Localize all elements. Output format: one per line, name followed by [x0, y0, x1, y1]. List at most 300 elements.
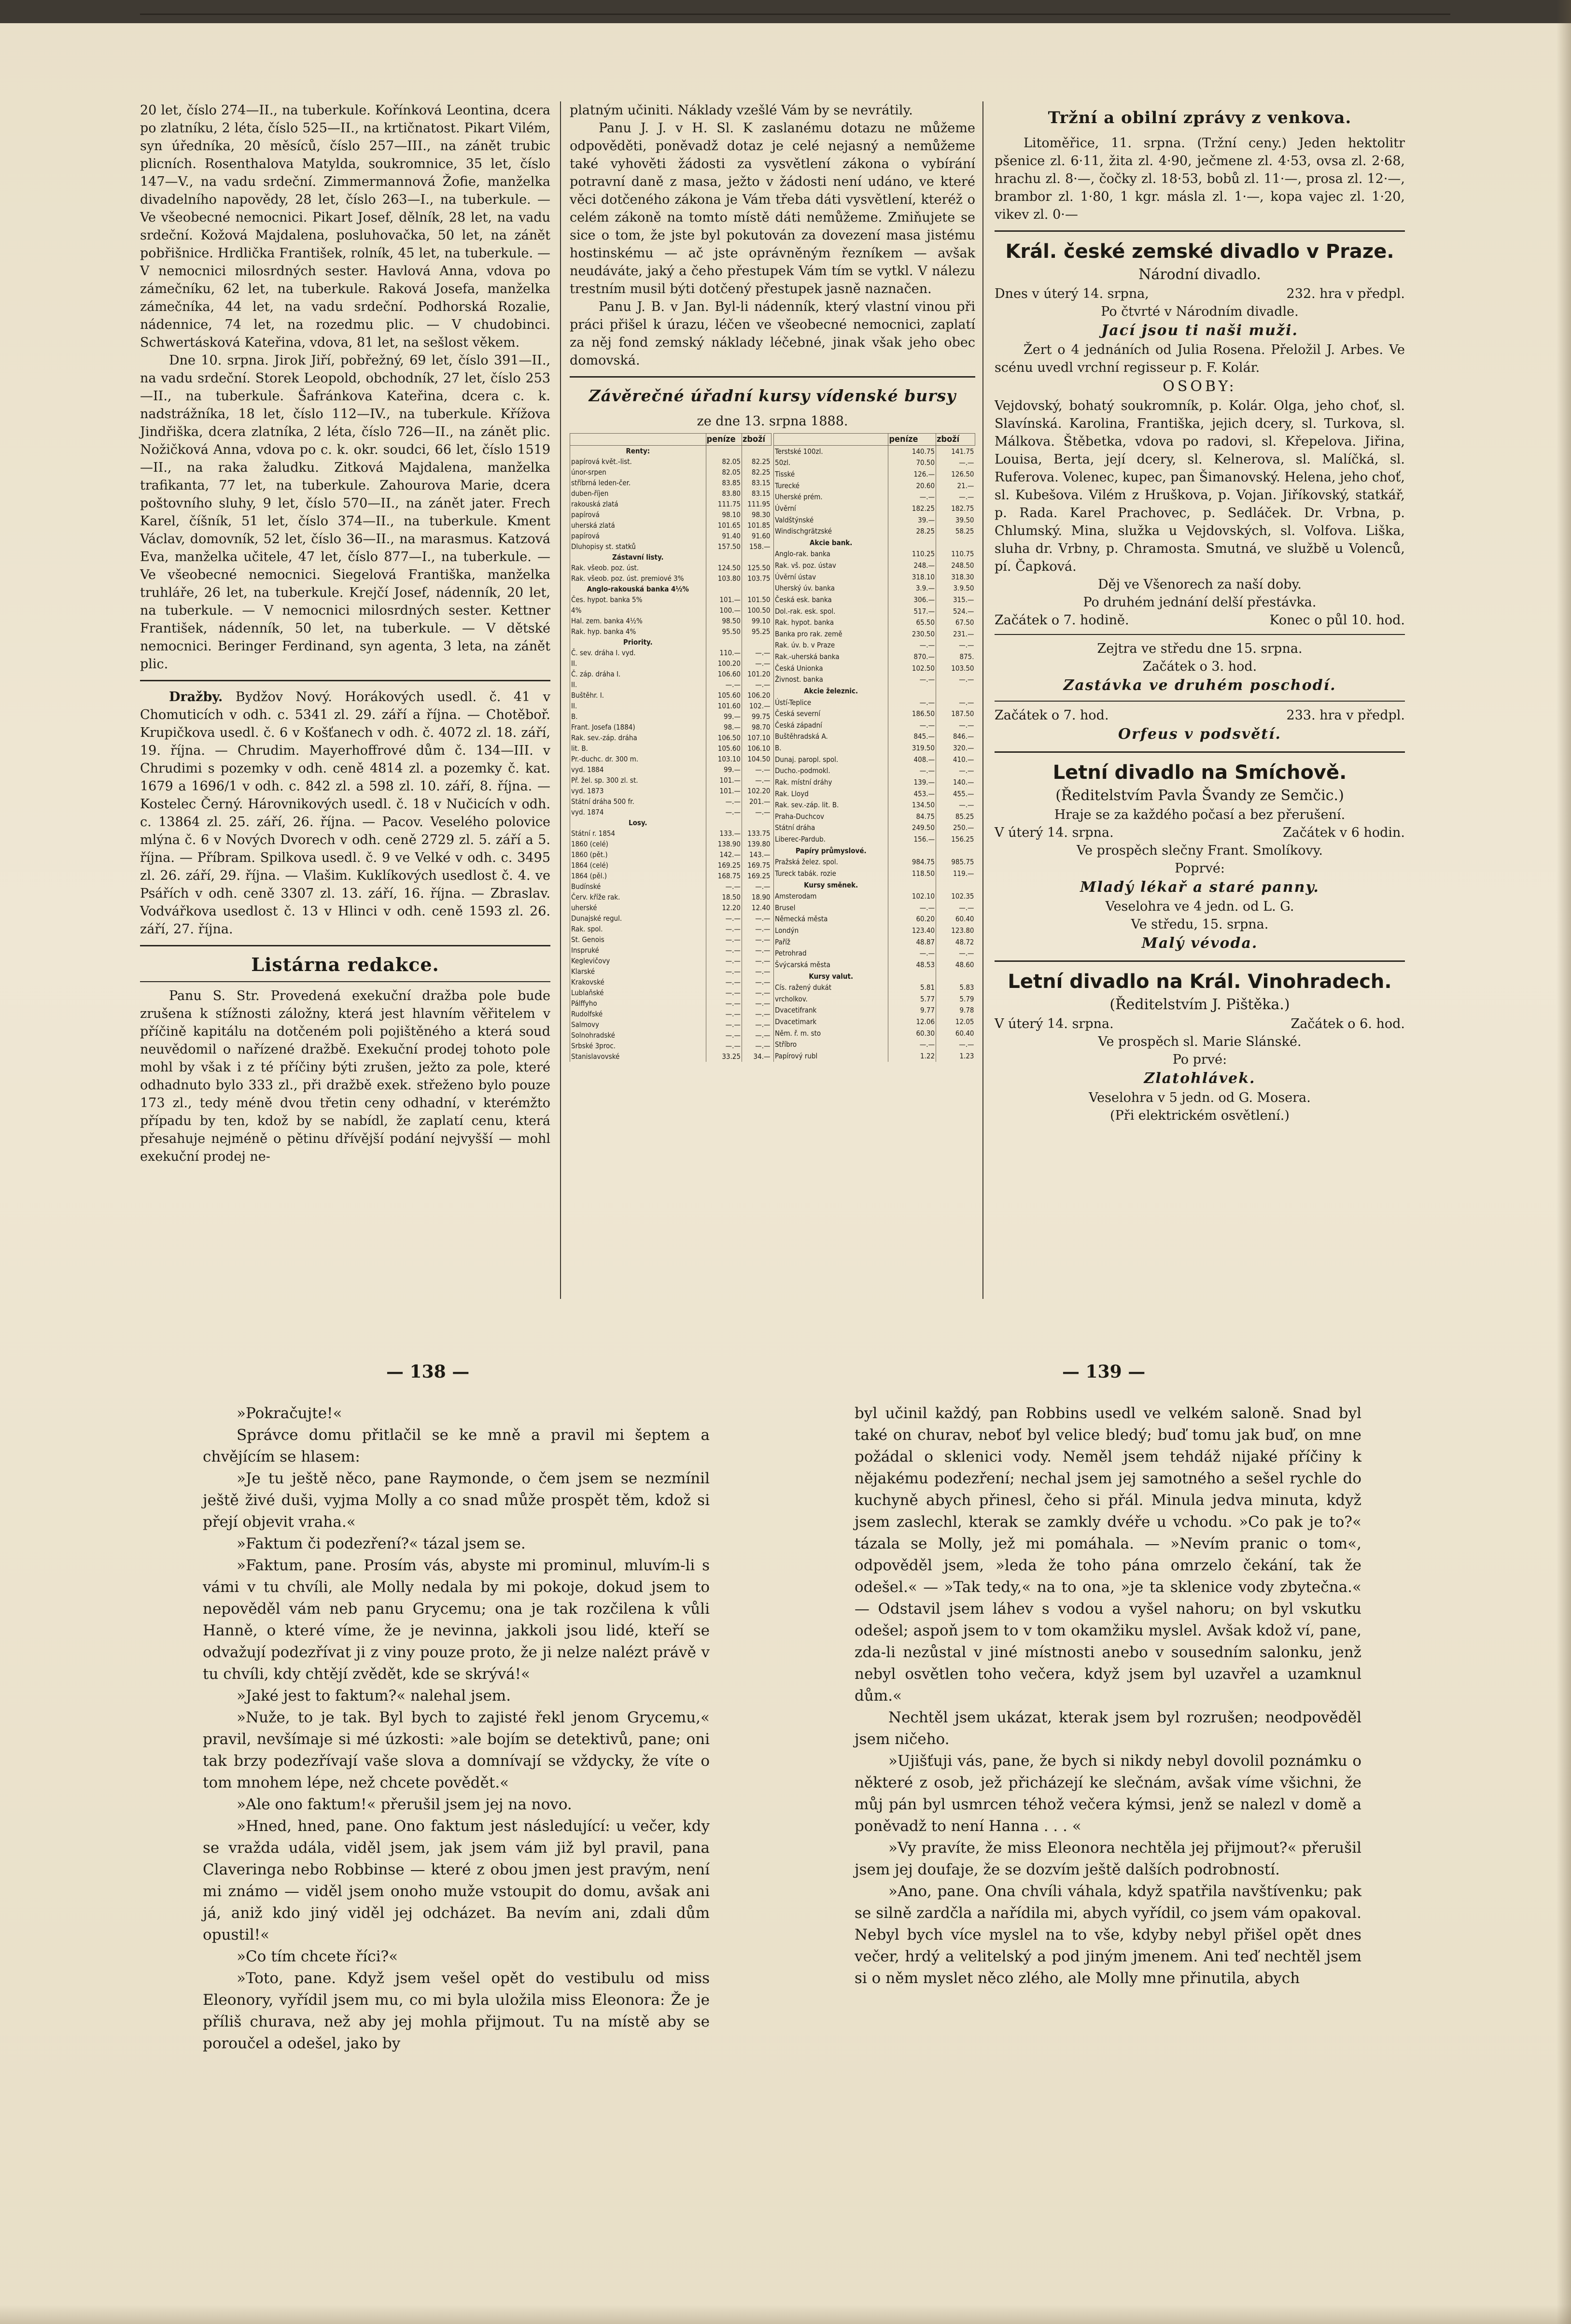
rate-goods: 102.20: [742, 786, 771, 796]
rate-goods: 141.75: [936, 446, 975, 457]
rate-row: [774, 890, 975, 902]
rate-name: 1860 (celé): [570, 839, 706, 849]
rate-row: [774, 640, 975, 651]
rate-goods: —.—: [742, 998, 771, 1009]
rate-goods: 91.60: [742, 531, 771, 541]
novel-paragraph: Správce domu přitlačil se ke mně a pravil mi šeptem a chvějícím se hlasem:: [203, 1426, 710, 1465]
rate-goods: [936, 537, 975, 549]
smichov-note: Hraje se za každého počasí a bez přerušení.: [1054, 807, 1346, 822]
rate-money: [888, 971, 936, 982]
rate-name: Windischgrätzské: [774, 525, 888, 537]
rate-row: [570, 584, 771, 594]
rate-money: 318.10: [888, 571, 936, 583]
rate-row: [774, 492, 975, 503]
rate-name: Rak. Lloyd: [774, 788, 888, 800]
rate-row: [774, 731, 975, 743]
rate-goods: —.—: [742, 913, 771, 924]
rate-money: —.—: [706, 796, 742, 807]
rate-goods: 182.75: [936, 503, 975, 514]
rate-name: Př. žel. sp. 300 zl. st.: [570, 775, 706, 786]
rate-row: [774, 571, 975, 583]
smichov-benefit: Ve prospěch slečny Frant. Smolíkovy.: [1077, 843, 1323, 858]
rate-name: Srbské 3proc.: [570, 1041, 706, 1051]
play-title: Zastávka ve druhém poschodí.: [1063, 677, 1336, 694]
rate-name: Dvacetimark: [774, 1016, 888, 1028]
rate-name: Klarské: [570, 966, 706, 977]
rate-name: rakouská zlatá: [570, 499, 706, 509]
start-time: Začátek o 7. hod.: [995, 708, 1109, 723]
rate-row: [570, 531, 771, 541]
rate-row: [774, 662, 975, 674]
divider: [570, 376, 975, 378]
rate-row: [570, 637, 771, 648]
rate-money: [888, 685, 936, 697]
rate-row: [570, 849, 771, 860]
rate-row: [774, 446, 975, 457]
rate-goods: —.—: [936, 640, 975, 651]
rate-row: [570, 754, 771, 764]
rate-row: [570, 828, 771, 839]
rate-name: Papíry průmyslové.: [774, 845, 888, 857]
rate-row: [570, 786, 771, 796]
rate-row: [774, 948, 975, 959]
rate-name: Dluhopisy st. statků: [570, 541, 706, 552]
rate-money: 168.75: [706, 871, 742, 881]
column-middle: [570, 101, 975, 1062]
rate-row: [570, 871, 771, 881]
rate-row: [774, 697, 975, 708]
rate-row: [570, 648, 771, 658]
rate-row: [774, 742, 975, 754]
answer-jj: Panu J. J. v H. Sl. K zaslanému dotazu ne můžeme odpověděti, poněvadž dotaz je celé nejasný a nemůžeme také vyhověti žádosti za vysvětlení zákona o vybírání potravní daně z masa, ježto v žádosti není udáno, ve které věci dotčeného zákona je Vám třeba dáti vysvětlení, kteréž o celém zákoně na tomto místě dáti nemůžeme. Zmiňujete se sice o tom, že jste byl pokutován za dovezení masa jistému hostinskému — ač jste oprávněným řezníkem — avšak neudáváte, jaký a čeho přestupek Vám tím se vytkl. V nálezu trestním musil býti dotčený přestupek jasně naznačen.: [570, 121, 975, 296]
rate-goods: 455.—: [936, 788, 975, 800]
kursy-date: ze dne 13. srpna 1888.: [697, 414, 848, 429]
rate-row: [570, 998, 771, 1009]
column-right: [995, 101, 1405, 1125]
rate-money: —.—: [888, 640, 936, 651]
rate-goods: —.—: [742, 1009, 771, 1019]
rate-money: 102.50: [888, 662, 936, 674]
rate-goods: 110.75: [936, 549, 975, 560]
rate-money: 98.50: [706, 616, 742, 626]
rate-money: —.—: [706, 945, 742, 956]
rate-row: [570, 1051, 771, 1062]
rate-row: [570, 679, 771, 690]
rate-row: [774, 674, 975, 686]
divider: [995, 230, 1405, 232]
rate-row: [570, 892, 771, 902]
rate-name: Rudolfské: [570, 1009, 706, 1019]
osoby-title: OSOBY:: [1163, 378, 1237, 395]
rate-goods: 18.90: [742, 892, 771, 902]
divider: [140, 981, 550, 982]
rate-goods: 12.05: [936, 1016, 975, 1028]
rate-money: 84.75: [888, 811, 936, 822]
rate-money: 99.—: [706, 764, 742, 775]
header-rule: [140, 3, 1450, 15]
rate-money: 845.—: [888, 731, 936, 743]
rate-name: Rak. místní dráhy: [774, 776, 888, 788]
rate-name: Dvacetifrank: [774, 1005, 888, 1016]
novel-paragraph: »Ale ono faktum!« přerušil jsem jej na novo.: [237, 1796, 572, 1813]
rate-name: Dunajské regul.: [570, 913, 706, 924]
rate-name: Rak. hyp. banka 4%: [570, 626, 706, 637]
rate-money: 99.—: [706, 711, 742, 722]
rate-name: B.: [774, 742, 888, 754]
rate-row: [570, 966, 771, 977]
rate-money: 186.50: [888, 708, 936, 719]
rate-goods: —.—: [742, 945, 771, 956]
rate-row: [774, 685, 975, 697]
rate-goods: 98.30: [742, 509, 771, 520]
rate-money: —.—: [706, 1019, 742, 1030]
novel-paragraph: »Nuže, to je tak. Byl bych to zajisté řekl jenom Grycemu,« pravil, nevšímaje si mé úzkosti: »ale bojím se detektivů, pane; oni tak brzy podezřívají vaše slova a domnívají se vždycky, že víte o tom mnohem lépe, než chcete povědět.«: [203, 1709, 710, 1791]
rate-money: 5.77: [888, 993, 936, 1005]
rate-money: 138.90: [706, 839, 742, 849]
divider: [995, 701, 1405, 702]
rate-money: —.—: [706, 1041, 742, 1051]
rate-name: Živnost. banka: [774, 674, 888, 686]
smichov-start: Začátek v 6 hodin.: [1283, 825, 1405, 840]
rate-row: [570, 701, 771, 711]
rate-goods: —.—: [936, 492, 975, 503]
rate-goods: 60.40: [936, 1028, 975, 1039]
rate-money: 230.50: [888, 628, 936, 640]
rate-money: 101.—: [706, 594, 742, 605]
rate-money: 111.75: [706, 499, 742, 509]
novel-paragraph: »Jaké jest to faktum?« nalehal jsem.: [237, 1687, 511, 1704]
rate-name: Cís. ražený dukát: [774, 982, 888, 993]
rate-row: [774, 788, 975, 800]
rate-goods: —.—: [936, 765, 975, 777]
rate-name: Zástavní listy.: [570, 552, 706, 563]
rate-money: —.—: [706, 1030, 742, 1041]
novel-paragraph: »Vy pravíte, že miss Eleonora nechtěla jej přijmout?« přerušil jsem jej doufaje, že se dozvím ještě dalších podrobností.: [855, 1839, 1361, 1878]
rate-name: Č. záp. dráha I.: [570, 669, 706, 679]
vin-premiere: Po prvé:: [1172, 1052, 1227, 1067]
rate-goods: 106.10: [742, 743, 771, 754]
rate-goods: 5.79: [936, 993, 975, 1005]
rate-name: Státní dráha 500 fr.: [570, 796, 706, 807]
play-title: Malý vévoda.: [1141, 935, 1258, 952]
rates-table-right: [773, 433, 975, 1062]
rate-name: uherské: [570, 902, 706, 913]
rate-name: Rak. úv. b. v Praze: [774, 640, 888, 651]
rate-row: [774, 1005, 975, 1016]
rate-row: [570, 860, 771, 871]
rate-row: [774, 1016, 975, 1028]
rate-money: 140.75: [888, 446, 936, 457]
rate-money: [706, 446, 742, 457]
rate-row: [570, 456, 771, 467]
rate-row: [774, 993, 975, 1005]
rate-goods: 315.—: [936, 594, 975, 606]
rate-money: 408.—: [888, 754, 936, 765]
rate-money: 1.22: [888, 1050, 936, 1062]
rate-name: Priority.: [570, 637, 706, 648]
rate-name: St. Genois: [570, 934, 706, 945]
rate-name: Úvěrní ústav: [774, 571, 888, 583]
rate-money: 102.10: [888, 890, 936, 902]
rate-money: 319.50: [888, 742, 936, 754]
listarna-text: Panu S. Str. Provedená exekuční dražba pole bude zrušena k stížnosti záložny, která jest hlavním věřitelem v příčině kapitálu na dotčeném poli pojištěného a která soud neuvědomil o nařízené dražbě. Exekuční prodej tohoto pole mohl by však i z té příčiny býti zrušen, ježto za pole, které odhadnuto bylo 333 zl., při dražbě exek. střeženo bylo pouze 173 zl., tedy méně dvou třetin ceny odhadní, v kterémžto případu by ten, kdož by se nabídl, že zaplatí cenu, která přesahuje nejméně o pětinu dřívější podání nejvyšší — mohl exekuční prodej ne-: [140, 988, 550, 1164]
rate-money: 100.20: [706, 658, 742, 669]
rate-row: [774, 879, 975, 891]
smichov-title: Letní divadlo na Smíchově.: [1052, 761, 1347, 784]
play-title: Zlatohlávek.: [1144, 1070, 1256, 1087]
drazby-title: Dražby.: [169, 690, 223, 704]
rate-name: únor-srpen: [570, 467, 706, 478]
rate-name: vrcholkov.: [774, 993, 888, 1005]
rate-name: Papírový rubl: [774, 1050, 888, 1062]
rate-name: Dunaj. paropl. spol.: [774, 754, 888, 765]
rate-goods: 140.—: [936, 776, 975, 788]
rate-name: Renty:: [570, 446, 706, 457]
rate-name: Akcie bank.: [774, 537, 888, 549]
rate-money: 101.—: [706, 786, 742, 796]
rate-money: 9.77: [888, 1005, 936, 1016]
rate-money: —.—: [706, 998, 742, 1009]
rate-name: Inspruké: [570, 945, 706, 956]
rate-name: Paříž: [774, 936, 888, 948]
play-description: Žert o 4 jednáních od Julia Rosena. Přeložil J. Arbes. Ve scénu uvedl vrchní regisseur p. F. Kolár.: [995, 342, 1405, 375]
page-number-right: — 139 —: [1062, 1362, 1146, 1382]
rate-goods: 169.25: [742, 871, 771, 881]
rate-name: Londýn: [774, 925, 888, 936]
rate-money: [706, 817, 742, 828]
rate-row: [774, 1028, 975, 1039]
rate-row: [570, 605, 771, 616]
rate-name: Turecké: [774, 480, 888, 492]
rate-goods: —.—: [742, 1019, 771, 1030]
rate-name: Buštěhr. I.: [570, 690, 706, 701]
rate-row: [570, 945, 771, 956]
rate-goods: —.—: [936, 948, 975, 959]
rate-row: [570, 573, 771, 584]
rates-table-left: [570, 433, 771, 1062]
rate-goods: 104.50: [742, 754, 771, 764]
rate-money: 65.50: [888, 617, 936, 628]
rate-row: [774, 457, 975, 469]
novel-paragraph: byl učinil každý, pan Robbins usedl ve velkém saloně. Snad byl také on churav, neboť byl velice bledý; buď tomu jak buď, on mne požádal o sklenici vody. Neměl jsem tehdáž nijaké příčiny k nějakému podezření; nechal jsem jej samotného a sešel rychle do kuchyně abych přinesl, čeho si přál. Minula jedva minuta, když jsem zaslechl, kterak se zamkly dvéře u vchodu. »Co pak je to?« tázala se Molly, jež mi pomáhala. — »Nevím pranic o tom«, odpověděl jsem, »leda že toho pána omrzelo čekání, tak že odešel.« — »Tak tedy,« na to ona, »je ta sklenice vody zbytečna.« — Odstavil jsem láhev s vodou a vyšel nahoru; on byl vskutku odešel; aspoň jsem to v tom okamžiku myslel. Avšak kdož ví, pane, zda-li nezůstal v jiné místnosti anebo v sousedním salonku, jenž nebyl osvětlen toho večera, když jsem byl uzavřel a uzamknul dům.«: [855, 1405, 1361, 1704]
rate-money: 106.60: [706, 669, 742, 679]
rate-name: II.: [570, 658, 706, 669]
rate-row: [570, 743, 771, 754]
rate-money: 306.—: [888, 594, 936, 606]
rate-goods: —.—: [936, 1039, 975, 1051]
rate-goods: 1.23: [936, 1050, 975, 1062]
rate-goods: 231.—: [936, 628, 975, 640]
rate-money: 3.9.—: [888, 583, 936, 594]
rate-goods: 3.9.50: [936, 583, 975, 594]
rate-goods: 410.—: [936, 754, 975, 765]
rate-money: 82.05: [706, 467, 742, 478]
rate-name: vyd. 1874: [570, 807, 706, 817]
rate-money: —.—: [706, 956, 742, 966]
rate-money: 70.50: [888, 457, 936, 469]
rate-goods: —.—: [742, 924, 771, 934]
rate-money: 182.25: [888, 503, 936, 514]
rate-money: 870.—: [888, 651, 936, 662]
rate-goods: 156.25: [936, 833, 975, 845]
rate-goods: 100.50: [742, 605, 771, 616]
rate-goods: —.—: [742, 1030, 771, 1041]
rate-row: [570, 499, 771, 509]
rate-row: [774, 925, 975, 936]
rate-goods: —.—: [742, 764, 771, 775]
rate-name: Rak.-uherská banka: [774, 651, 888, 662]
column-separator: [560, 101, 561, 1299]
rate-money: 100.—: [706, 605, 742, 616]
rate-row: [774, 868, 975, 879]
rate-money: —.—: [888, 674, 936, 686]
rate-goods: [742, 584, 771, 594]
rate-goods: —.—: [742, 648, 771, 658]
rate-name: Tureck tabák. rozie: [774, 868, 888, 879]
rate-name: Banka pro rak. země: [774, 628, 888, 640]
rate-money: 103.10: [706, 754, 742, 764]
rate-money: 12.20: [706, 902, 742, 913]
rate-name: Valdštýnské: [774, 514, 888, 526]
rate-money: 48.87: [888, 936, 936, 948]
novel-paragraph: »Toto, pane. Když jsem vešel opět do vestibulu od miss Eleonory, vyřídil jsem mu, co mi byla uložila miss Eleonora: Že je příliš churava, než aby jej mohla přijmout. Tu na místě aby se poroučel a odešel, jako by: [203, 1970, 710, 2052]
rate-row: [570, 796, 771, 807]
rate-goods: 82.25: [742, 456, 771, 467]
rate-name: Rak. hypot. banka: [774, 617, 888, 628]
rate-row: [774, 594, 975, 606]
answer-jb: Panu J. B. v Jan. Byl-li nádenník, který vlastní vinou při práci přišel k úrazu, léčen ve všeobecné nemocnici, zaplatí za něj fond zemský náklady léčebné, jinak však jeho obec domovská.: [570, 299, 975, 368]
rate-goods: 101.20: [742, 669, 771, 679]
rate-money: 82.05: [706, 456, 742, 467]
rate-name: Česká Unionka: [774, 662, 888, 674]
rate-row: [774, 776, 975, 788]
rate-row: [570, 902, 771, 913]
rate-money: —.—: [706, 807, 742, 817]
rate-name: Kursy valut.: [774, 971, 888, 982]
rate-name: Ducho.-podmokl.: [774, 765, 888, 777]
novel-paragraph: »Ujišťuji vás, pane, že bych si nikdy nebyl dovolil poznámku o některé z osob, jež přicházejí ke slečnám, avšak víme všichni, že můj pán byl usmrcen téhož večera kýmsi, jenž se nalezl v domě a poněvadž to není Hanna . . . «: [855, 1752, 1361, 1835]
rate-row: [570, 934, 771, 945]
rate-name: Rak. sev.-záp. lit. B.: [774, 799, 888, 811]
rate-goods: [742, 817, 771, 828]
rate-row: [774, 651, 975, 662]
rate-row: [570, 594, 771, 605]
rate-name: stříbrná leden-čer.: [570, 478, 706, 488]
rate-row: [570, 913, 771, 924]
rate-goods: 103.50: [936, 662, 975, 674]
rate-name: Buštěhradská A.: [774, 731, 888, 743]
rate-money: 91.40: [706, 531, 742, 541]
rate-goods: 111.95: [742, 499, 771, 509]
rate-money: 248.—: [888, 560, 936, 571]
rate-name: Švýcarská města: [774, 959, 888, 971]
rate-name: Rak. sev.-záp. dráha: [570, 732, 706, 743]
smichov-next: Ve středu, 15. srpna.: [1131, 917, 1269, 932]
rate-goods: 101.50: [742, 594, 771, 605]
rate-goods: 123.80: [936, 925, 975, 936]
rate-money: 103.80: [706, 573, 742, 584]
rate-goods: 102.35: [936, 890, 975, 902]
rate-row: [570, 467, 771, 478]
rate-row: [570, 881, 771, 892]
rate-goods: 5.83: [936, 982, 975, 993]
rate-money: [888, 537, 936, 549]
rate-money: 110.25: [888, 549, 936, 560]
rate-money: [706, 552, 742, 563]
rate-row: [774, 902, 975, 914]
rate-row: [570, 924, 771, 934]
rate-name: 50zl.: [774, 457, 888, 469]
rate-goods: 187.50: [936, 708, 975, 719]
rate-row: [774, 754, 975, 765]
rate-name: Uherské prém.: [774, 492, 888, 503]
rate-name: Státní r. 1854: [570, 828, 706, 839]
play-title: Mladý lékař a staré panny.: [1080, 879, 1319, 896]
rate-money: 60.20: [888, 914, 936, 925]
rate-goods: 99.75: [742, 711, 771, 722]
rate-goods: 201.—: [742, 796, 771, 807]
rate-goods: 21.—: [936, 480, 975, 492]
rate-money: 101.60: [706, 701, 742, 711]
novel-paragraph: »Faktum, pane. Prosím vás, abyste mi prominul, mluvím-li s vámi v tu chvíli, ale Molly nedala by mi pokoje, dokud jsem to nepověděl vám neb panu Grycemu; ona je tak rozčilena k vůli Hanně, o které víme, že je nevinna, jakkoli jsou lidé, kteří se odvažují podezřívat ji z viny pouze proto, že ji nelze nalézt právě v tu chvíli, kdy chtějí zvědět, kde se skrývá!«: [203, 1557, 710, 1683]
rate-name: lit. B.: [570, 743, 706, 754]
rate-money: —.—: [706, 977, 742, 987]
rate-goods: —.—: [936, 457, 975, 469]
rate-money: 83.80: [706, 488, 742, 499]
rate-money: 98.—: [706, 722, 742, 732]
smichov-genre: Veselohra ve 4 jedn. od L. G.: [1105, 899, 1294, 914]
rate-goods: —.—: [936, 719, 975, 731]
rate-goods: 524.—: [936, 606, 975, 617]
rate-money: —.—: [888, 765, 936, 777]
rate-goods: 102.—: [742, 701, 771, 711]
rate-money: —.—: [888, 1039, 936, 1051]
rate-goods: —.—: [742, 956, 771, 966]
rate-name: Německá města: [774, 914, 888, 925]
rate-money: 101.—: [706, 775, 742, 786]
rate-name: Salmovy: [570, 1019, 706, 1030]
column-separator: [982, 101, 983, 1299]
cast-list: Vejdovský, bohatý soukromník, p. Kolár. Olga, jeho choť, sl. Slavínská. Karolina, Františka, jejich dcery, sl. Turkova, sl. Málkova. Štěbetka, vdova po radovi, sl. Křepelova. Jiřina, Louisa, Berta, její dcery, sl. Kelnerova, sl. Malíčká, sl. Ruferova. Volenec, kupec, pan Šimanovský. Helena, jeho choť, sl. Kubešova. Vilém z Hruškova, p. Vojan. Jiříkovský, statkář, p. Rada. Karel Prachovec, p. Sedláček. Dr. Vrbna, p. Chlumský. Mina, služka u Vejdovských, sl. Volfova. Liška, sluha dr. Vrbny, p. Chramosta. Smutná, ve službě u Volenců, pí. Čapková.: [995, 398, 1405, 574]
rate-goods: 143.—: [742, 849, 771, 860]
rate-name: Rak. všeob. poz. úst. premiové 3%: [570, 573, 706, 584]
rate-money: 142.—: [706, 849, 742, 860]
rate-money: 984.75: [888, 857, 936, 868]
rate-goods: —.—: [742, 1041, 771, 1051]
col-header-goods: zboží: [936, 434, 975, 446]
rate-name: Státní dráha: [774, 822, 888, 834]
obituaries-text: 20 let, číslo 274—II., na tuberkule. Kořínková Leontina, dcera po zlatníku, 2 léta, číslo 525—II., na krtičnatost. Pikart Vilém, syn úředníka, 20 měsíců, číslo 257—III., na zánět trubic plicních. Rosenthalova Matylda, soukromnice, 35 let, číslo 147—V., na vadu srdeční. Zimmermannová Žofie, manželka divadelního napovědy, 28 let, číslo 263—I., na tuberkule. — Ve všeobecné nemocnici. Pikart Josef, dělník, 28 let, na vadu srdeční. Kožová Majdalena, posluhovačka, 50 let, na zánět pobřišnice. Hrdlička František, rolník, 45 let, na tuberkule. — V nemocnici milosrdných sester. Havlová Anna, vdova po zámečníku, 62 let, na tuberkule. Raková Josefa, manželka zámečníka, 44 let, na vadu srdeční. Podhorská Rozalie, nádennice, 74 let, na rozedmu plic. — V chudobinci. Schwertásková Kateřina, vdova, 81 let, na sešlost věkem.: [140, 103, 550, 350]
rate-money: 28.25: [888, 525, 936, 537]
rate-name: Amsterodam: [774, 890, 888, 902]
rates-tables: [570, 433, 975, 1062]
rate-goods: 318.30: [936, 571, 975, 583]
vin-note: (Při elektrickém osvětlení.): [1110, 1108, 1290, 1123]
rate-goods: 12.40: [742, 902, 771, 913]
rate-money: 105.60: [706, 690, 742, 701]
rate-row: [570, 732, 771, 743]
rate-name: 4%: [570, 605, 706, 616]
novel-paragraph: »Je tu ještě něco, pane Raymonde, o čem jsem se nezmínil ještě živé duši, vyjma Molly a co snad může prospět těm, kdož si přejí objevit vraha.«: [203, 1470, 710, 1531]
novel-page-left: [203, 1403, 710, 2055]
rate-goods: —.—: [742, 881, 771, 892]
rate-money: 133.—: [706, 828, 742, 839]
rate-goods: 101.85: [742, 520, 771, 531]
setting: Děj ve Všenorech za naší doby.: [1098, 577, 1302, 592]
rate-row: [570, 658, 771, 669]
rate-goods: 125.50: [742, 563, 771, 573]
rate-row: [774, 468, 975, 480]
